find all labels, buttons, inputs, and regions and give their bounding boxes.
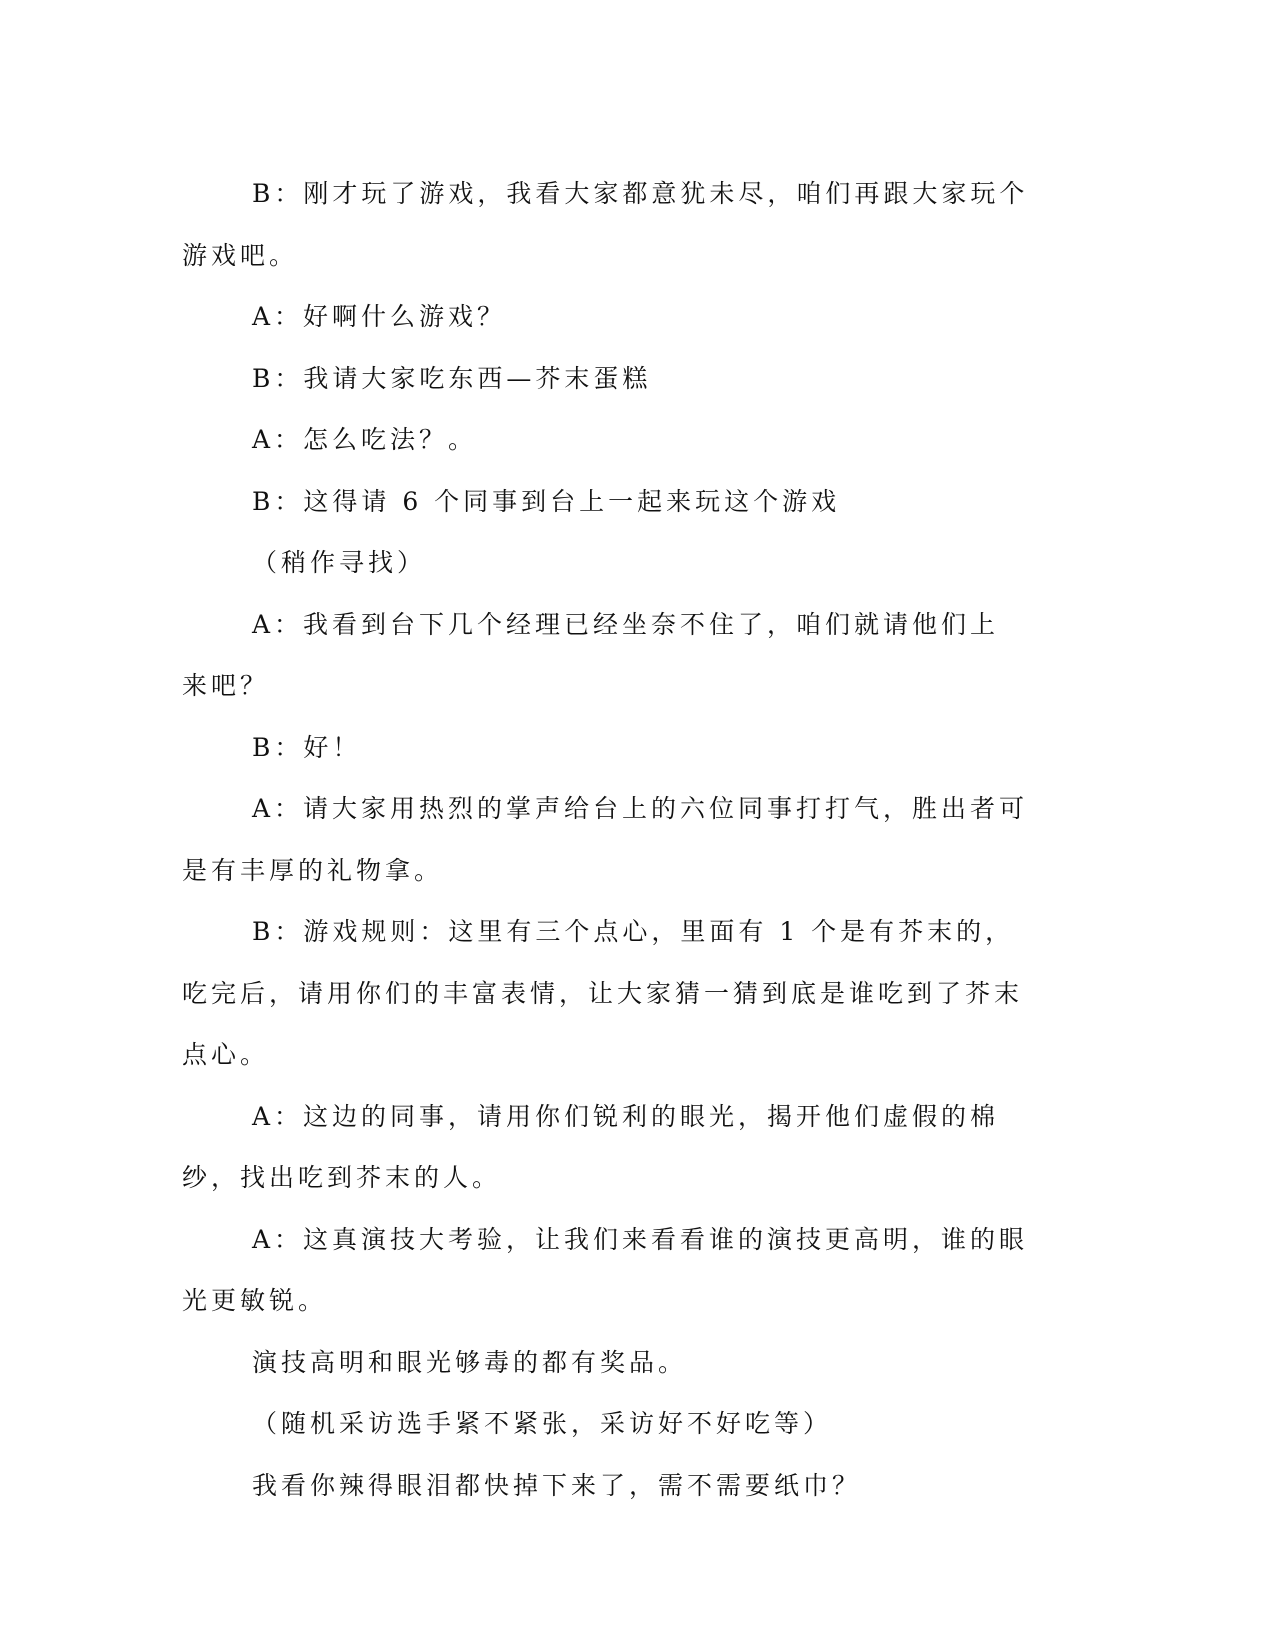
paragraph-4: A：怎么吃法？。 (252, 425, 478, 454)
paragraph-1: B：刚才玩了游戏，我看大家都意犹未尽，咱们再跟大家玩个游戏吧。 (182, 179, 1029, 270)
paragraph-11: A：这边的同事，请用你们锐利的眼光，揭开他们虚假的棉纱，找出吃到芥末的人。 (182, 1101, 1000, 1192)
paragraph-2: A：好啊什么游戏？ (252, 302, 507, 331)
paragraph-6: （稍作寻找） (252, 548, 427, 577)
paragraph-9: A：请大家用热烈的掌声给台上的六位同事打打气，胜出者可是有丰厚的礼物拿。 (182, 794, 1029, 885)
paragraph-13: 演技高明和眼光够毒的都有奖品。 (252, 1347, 688, 1377)
paragraph-5: B：这得请 6 个同事到台上一起来玩这个游戏 (252, 486, 841, 516)
paragraph-8: B：好！ (252, 732, 362, 762)
paragraph-14: （随机采访选手紧不紧张，采访好不好吃等） (252, 1409, 833, 1438)
document-body (182, 163, 1042, 1516)
paragraph-7: A：我看到台下几个经理已经坐奈不住了，咱们就请他们上来吧？ (182, 609, 1000, 700)
paragraph-15: 我看你辣得眼泪都快掉下来了，需不需要纸巾？ (252, 1470, 862, 1500)
paragraph-10: B：游戏规则：这里有三个点心，里面有 1 个是有芥末的，吃完后，请用你们的丰富表情，让大家猜一猜到底是谁吃到了芥末点心。 (182, 917, 1024, 1069)
paragraph-3: B：我请大家吃东西—芥末蛋糕 (252, 363, 652, 393)
paragraph-12: A：这真演技大考验，让我们来看看谁的演技更高明，谁的眼光更敏锐。 (182, 1224, 1029, 1315)
